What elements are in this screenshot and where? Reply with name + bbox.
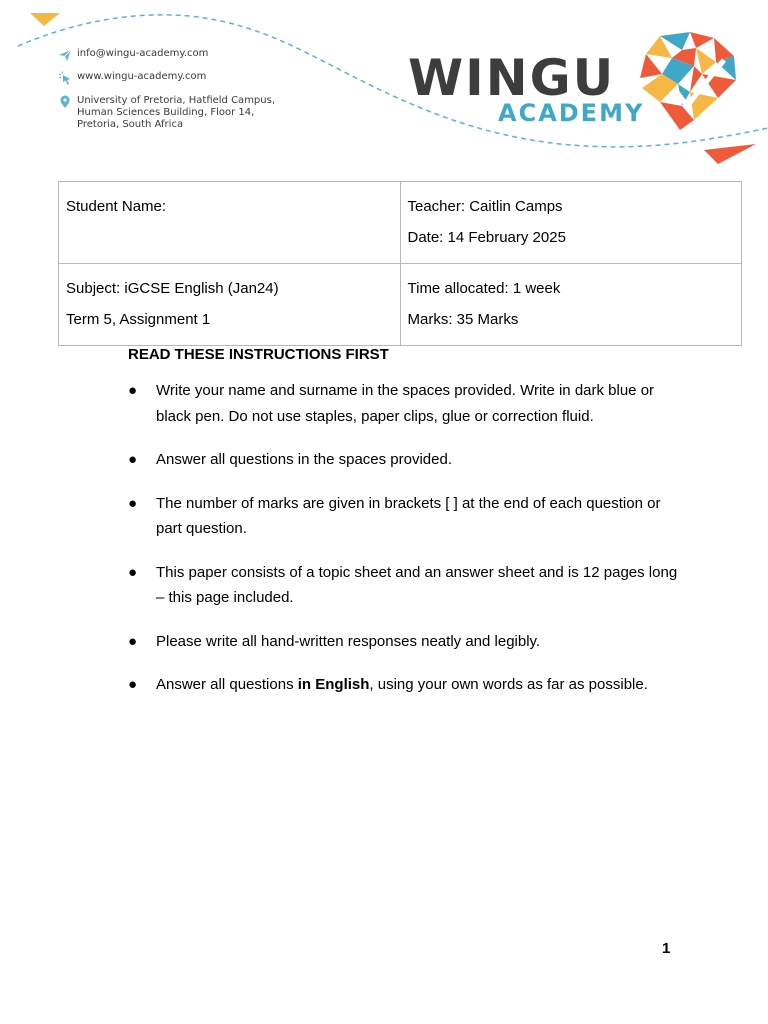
corner-triangle-yellow	[30, 13, 60, 26]
bullet-icon: ●	[128, 632, 138, 650]
instruction-text: This paper consists of a topic sheet and an answer sheet and is 12 pages long – this page included.	[156, 563, 678, 606]
time-marks-cell	[400, 264, 742, 346]
info-row-1	[59, 182, 742, 264]
corner-triangle-orange	[704, 144, 756, 164]
student-name-cell[interactable]	[59, 182, 401, 264]
bullet-icon: ●	[128, 494, 138, 512]
student-info-table	[58, 181, 742, 346]
bullet-icon: ●	[128, 563, 138, 581]
address-line-2: Human Sciences Building, Floor 14,	[77, 107, 255, 118]
website-link[interactable]: www.wingu-academy.com	[77, 71, 207, 82]
address-line-1: University of Pretoria, Hatfield Campus,	[77, 95, 276, 106]
instructions-list	[128, 378, 688, 716]
list-item	[128, 378, 688, 429]
teacher-label: Teacher: Caitlin Camps	[407, 198, 563, 215]
student-name-label: Student Name:	[66, 198, 167, 215]
time-allocated-label: Time allocated: 1 week	[407, 280, 561, 297]
bullet-icon: ●	[128, 382, 138, 399]
address-text	[77, 95, 297, 131]
teacher-date-cell	[400, 182, 742, 264]
list-item	[128, 672, 688, 698]
instruction-text: The number of marks are given in brackets [ ] at the end of each question or part question.	[156, 494, 661, 537]
list-item	[128, 447, 688, 473]
term-label: Term 5, Assignment 1	[66, 311, 211, 328]
brand-logo-wordmark: WINGU	[408, 49, 616, 107]
email-link[interactable]: info@wingu-academy.com	[77, 48, 209, 59]
instruction-text: Answer all questions in the spaces provided.	[156, 451, 453, 468]
subject-label: Subject: iGCSE English (Jan24)	[66, 280, 279, 297]
brand-logo-mark	[632, 26, 742, 136]
location-pin-icon	[58, 95, 72, 109]
instructions-heading: READ THESE INSTRUCTIONS FIRST	[128, 346, 389, 363]
instruction-emphasis: in English	[297, 676, 370, 693]
list-item	[128, 491, 688, 542]
marks-label: Marks: 35 Marks	[407, 311, 519, 328]
pointer-icon	[58, 71, 72, 85]
bullet-icon: ●	[128, 676, 138, 693]
instruction-text	[156, 676, 648, 693]
instruction-text: Write your name and surname in the spaces provided. Write in dark blue or black pen. Do not use staples, paper clips, glue or correction fluid.	[156, 382, 655, 425]
bullet-icon: ●	[128, 451, 138, 468]
subject-term-cell	[59, 264, 401, 346]
address-line-3: Pretoria, South Africa	[77, 119, 184, 130]
info-row-2	[59, 264, 742, 346]
list-item	[128, 629, 688, 655]
page-number: 1	[662, 940, 671, 957]
date-label: Date: 14 February 2025	[407, 229, 566, 246]
send-icon	[58, 48, 72, 62]
instruction-text: Please write all hand-written responses neatly and legibly.	[156, 632, 541, 650]
brand-logo-subtitle: ACADEMY	[498, 99, 645, 127]
instruction-text-start: Answer all questions	[156, 676, 298, 693]
list-item	[128, 560, 688, 611]
instruction-text-end: , using your own words as far as possible.	[369, 676, 648, 693]
